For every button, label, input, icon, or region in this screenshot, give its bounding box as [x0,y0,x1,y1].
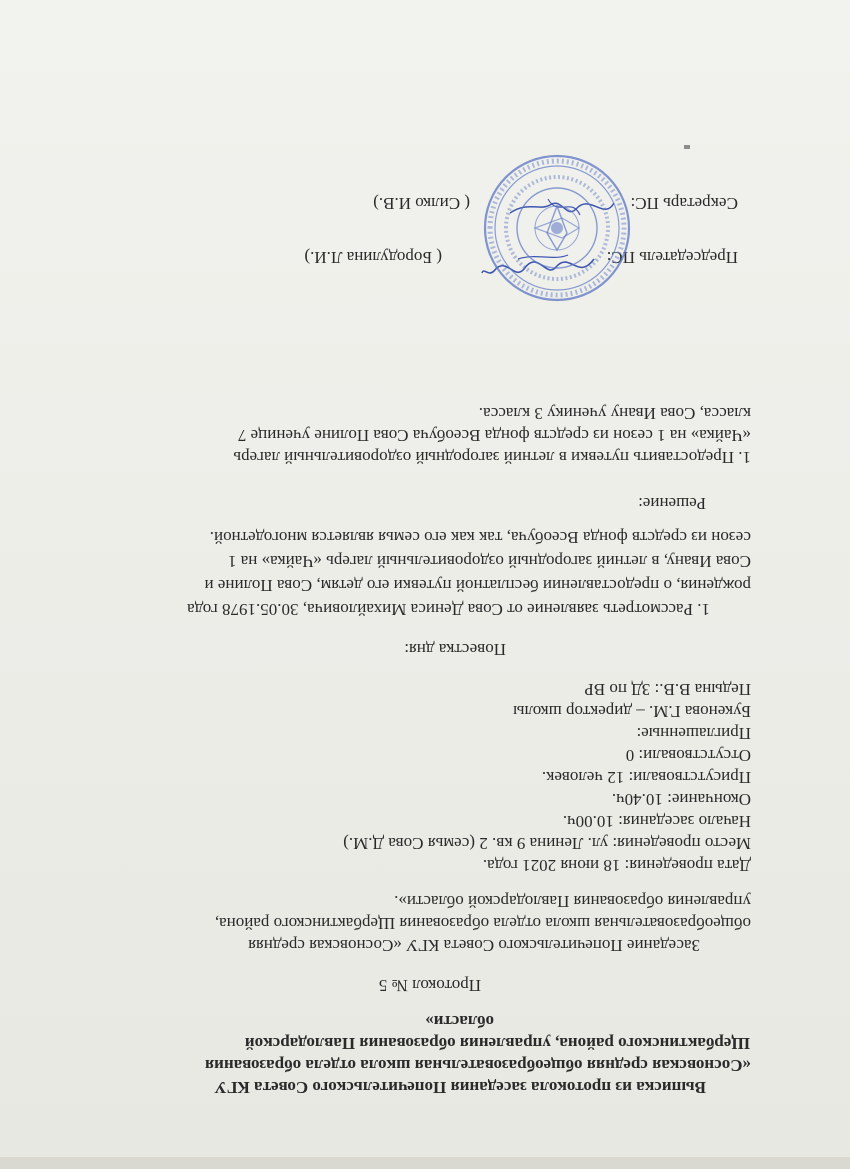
header-line-1: Выписка из протокола заседания Попечительского Совета КГУ [214,1078,706,1097]
header-line-3: Щербактинского района, управления образования Павлодарской [244,1034,750,1053]
decision-line-2: «Чайка» на 1 сезон из средств фонда Всеобуча Сова Полине ученице 7 [237,426,751,445]
intro-line-3: управления образования Павлодарской области». [394,892,751,911]
present-count: Присутствовали: 12 человек. [541,768,751,787]
invited-person-2: Педына В.В.: ЗД по ВР [584,680,751,699]
absent-count: Отсутствовали: 0 [625,746,751,765]
meeting-date: Дата проведения: 18 июня 2021 года. [482,856,751,875]
speck-mark [684,145,690,149]
meeting-start: Начало заседания: 10.00ч. [562,812,751,831]
decision-line-3: класса, Сова Ивану ученику 3 класса. [478,404,751,423]
agenda-line-2: рождения, о предоставлении бесплатной путевки его детям, Сова Полине и [204,576,751,595]
secretary-label: Секретарь ПС: [630,194,738,213]
meeting-place: Место проведения: ул. Ленина 9 кв. 2 (семья Сова Д.М.) [343,834,751,853]
agenda-line-4: сезон из средств фонда Всеобуча, так как его семья является многодетной. [209,528,751,547]
intro-line-1: Заседание Попечительского Совета КГУ «Сосновская средняя [248,936,700,955]
scan-bottom-edge [0,1157,850,1169]
invited-label: Приглашенные: [636,724,751,743]
decision-title: Решение: [638,494,706,513]
agenda-title: Повестка дня: [404,640,506,659]
chair-label: Председатель ПС: [606,248,738,267]
protocol-number: Протокол № 5 [378,976,481,995]
agenda-line-1: 1. Рассмотреть заявление от Сова Дениса Михайловича, 30.05.1978 года [187,600,710,619]
chair-name: ( Бородулина Л.И.) [304,248,442,267]
invited-person-1: Букенова Г.М. – директор школы [513,702,751,721]
secretary-name: ( Силко И.В.) [373,194,470,213]
intro-line-2: общеобразовательная школа отдела образования Щербактинского района, [214,914,751,933]
meeting-end: Окончание: 10.40ч. [611,790,751,809]
agenda-line-3: Сова Ивану, в летний загородный оздоровительный лагерь «Чайка» на 1 [227,552,751,571]
decision-line-1: 1. Предоставить путевки в летний загородный оздоровительный лагерь [233,448,751,467]
official-seal [482,153,632,303]
header-line-4: области» [425,1012,494,1031]
header-line-2: «Сосновская средняя общеобразовательная школа отдела образования [204,1056,751,1075]
